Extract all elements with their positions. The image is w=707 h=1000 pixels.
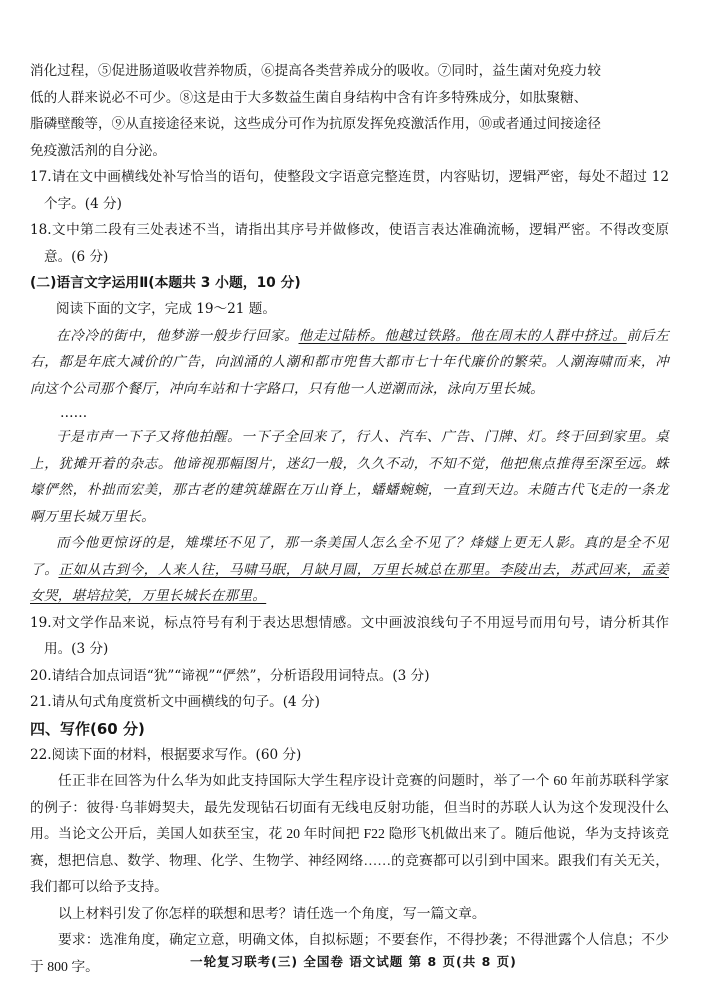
passage-continuation — [30, 58, 669, 164]
text-line: 低的人群来说必不可少。⑧这是由于大多数益生菌自身结构中含有许多特殊成分，如肽聚糖、 — [30, 89, 588, 106]
text-line: 免疫激活剂的自分泌。 — [30, 142, 166, 159]
underlined-sentence: 他走过陆桥。他越过铁路。他在周末的人群中挤过。 — [298, 327, 627, 344]
underlined-sentence: 正如从古到今，人来人往，马啸马眠，月缺月圆，万里长城总在那里。李陵出去，苏武回来，孟姜女哭，堪培拉笑，万里长城长在那里。 — [30, 561, 669, 604]
writing-requirements: 要求：选准角度，确定立意，明确文体，自拟标题；不要套作，不得抄袭；不得泄露个人信息；不少于 800 字。 — [30, 932, 669, 974]
question-21: 21.请从句式角度赏析文中画横线的句子。(4 分) — [30, 694, 320, 710]
material-paragraph-1: 任正非在回答为什么华为如此支持国际大学生程序设计竞赛的问题时，举了一个 60 年前苏联科学家的例子：彼得·乌菲姆契夫，最先发现钻石切面有无线电反射功能，但当时的苏联人认为这个发现没什么用。当论文公开后，美国人如获至宝，花 20 年时间把 F22 隐形飞机做出来了。随后他说，华为支持该竞赛，想把信息、数学、物理、化学、生物学、神经网络……的竞赛都可以引到中国来。跟我们有关无关，我们都可以给予支持。 — [30, 773, 669, 894]
text-line: 消化过程，⑤促进肠道吸收营养物质，⑥提高各类营养成分的吸收。⑦同时，益生菌对免疫力较 — [30, 63, 601, 79]
paragraph-1-part-a: 在冷冷的街中，他梦游一般步行回家。 — [56, 327, 299, 344]
question-19: 19.对文学作品来说，标点符号有利于表达思想情感。文中画波浪线句子不用逗号而用句号，请分析其作用。(3 分) — [30, 614, 669, 657]
section-heading-2: (二)语言文字运用Ⅱ(本题共 3 小题，10 分) — [30, 275, 301, 291]
paragraph-1-part-c: 前后左右，都是年底大减价的广告，向汹涌的人潮和都市兜售大都市七十年代廉价的繁荣。人潮海啸而来，冲向这个公司那个餐厅，冲向车站和十字路口，只有他一人逆潮而泳，泳向万里长城。 — [30, 327, 669, 397]
section-2-instruction: 阅读下面的文字，完成 19～21 题。 — [56, 301, 276, 317]
question-22: 22.阅读下面的材料，根据要求写作。(60 分) — [30, 746, 302, 763]
paragraph-3-part-a: 而今他更惊讶的是，雉堞坯不见了，那一条美国人怎么全不见了？烽燧上更无人影。真的是全不见了。 — [30, 535, 669, 578]
text-line: 脂磷壁酸等，⑨从直接途径来说，这些成分可作为抗原发挥免疫激活作用，⑩或者通过间接途径 — [30, 116, 601, 132]
question-20: 20.请结合加点词语“犹”“谛视”“俨然”，分析语段用词特点。(3 分) — [30, 667, 430, 684]
ellipsis: …… — [60, 405, 88, 421]
reading-paragraph-3 — [30, 530, 669, 610]
question-18: 18.文中第二段有三处表述不当，请指出其序号并做修改，使语言表达准确流畅，逻辑严密。不得改变原意。(6 分) — [30, 222, 669, 265]
question-17: 17.请在文中画横线处补写恰当的语句，使整段文字语意完整连贯，内容贴切，逻辑严密，每处不超过 12 个字。(4 分) — [30, 169, 669, 212]
page-footer: 一轮复习联考(三) 全国卷 语文试题 第 8 页(共 8 页) — [190, 954, 517, 969]
reading-paragraph-2: 于是市声一下子又将他拍醒。一下子全回来了，行人、汽车、广告、门牌、灯。终于回到家里。桌上，犹摊开着的杂志。他谛视那幅图片，迷幻一般，久久不动，不知不觉，他把焦点推得至深至远。蛛壕俨然，朴拙而宏美，那古老的建筑雄踞在万山脊上，蟠蟠蜿蜿，一直到天边。未随古代飞走的一条龙啊万里长城万里长。 — [30, 429, 669, 525]
reading-paragraph-1 — [30, 323, 669, 403]
writing-material — [30, 768, 669, 980]
material-paragraph-2: 以上材料引发了你怎样的联想和思考？请任选一个角度，写一篇文章。 — [58, 905, 486, 921]
section-heading-4: 四、写作(60 分) — [30, 719, 145, 738]
